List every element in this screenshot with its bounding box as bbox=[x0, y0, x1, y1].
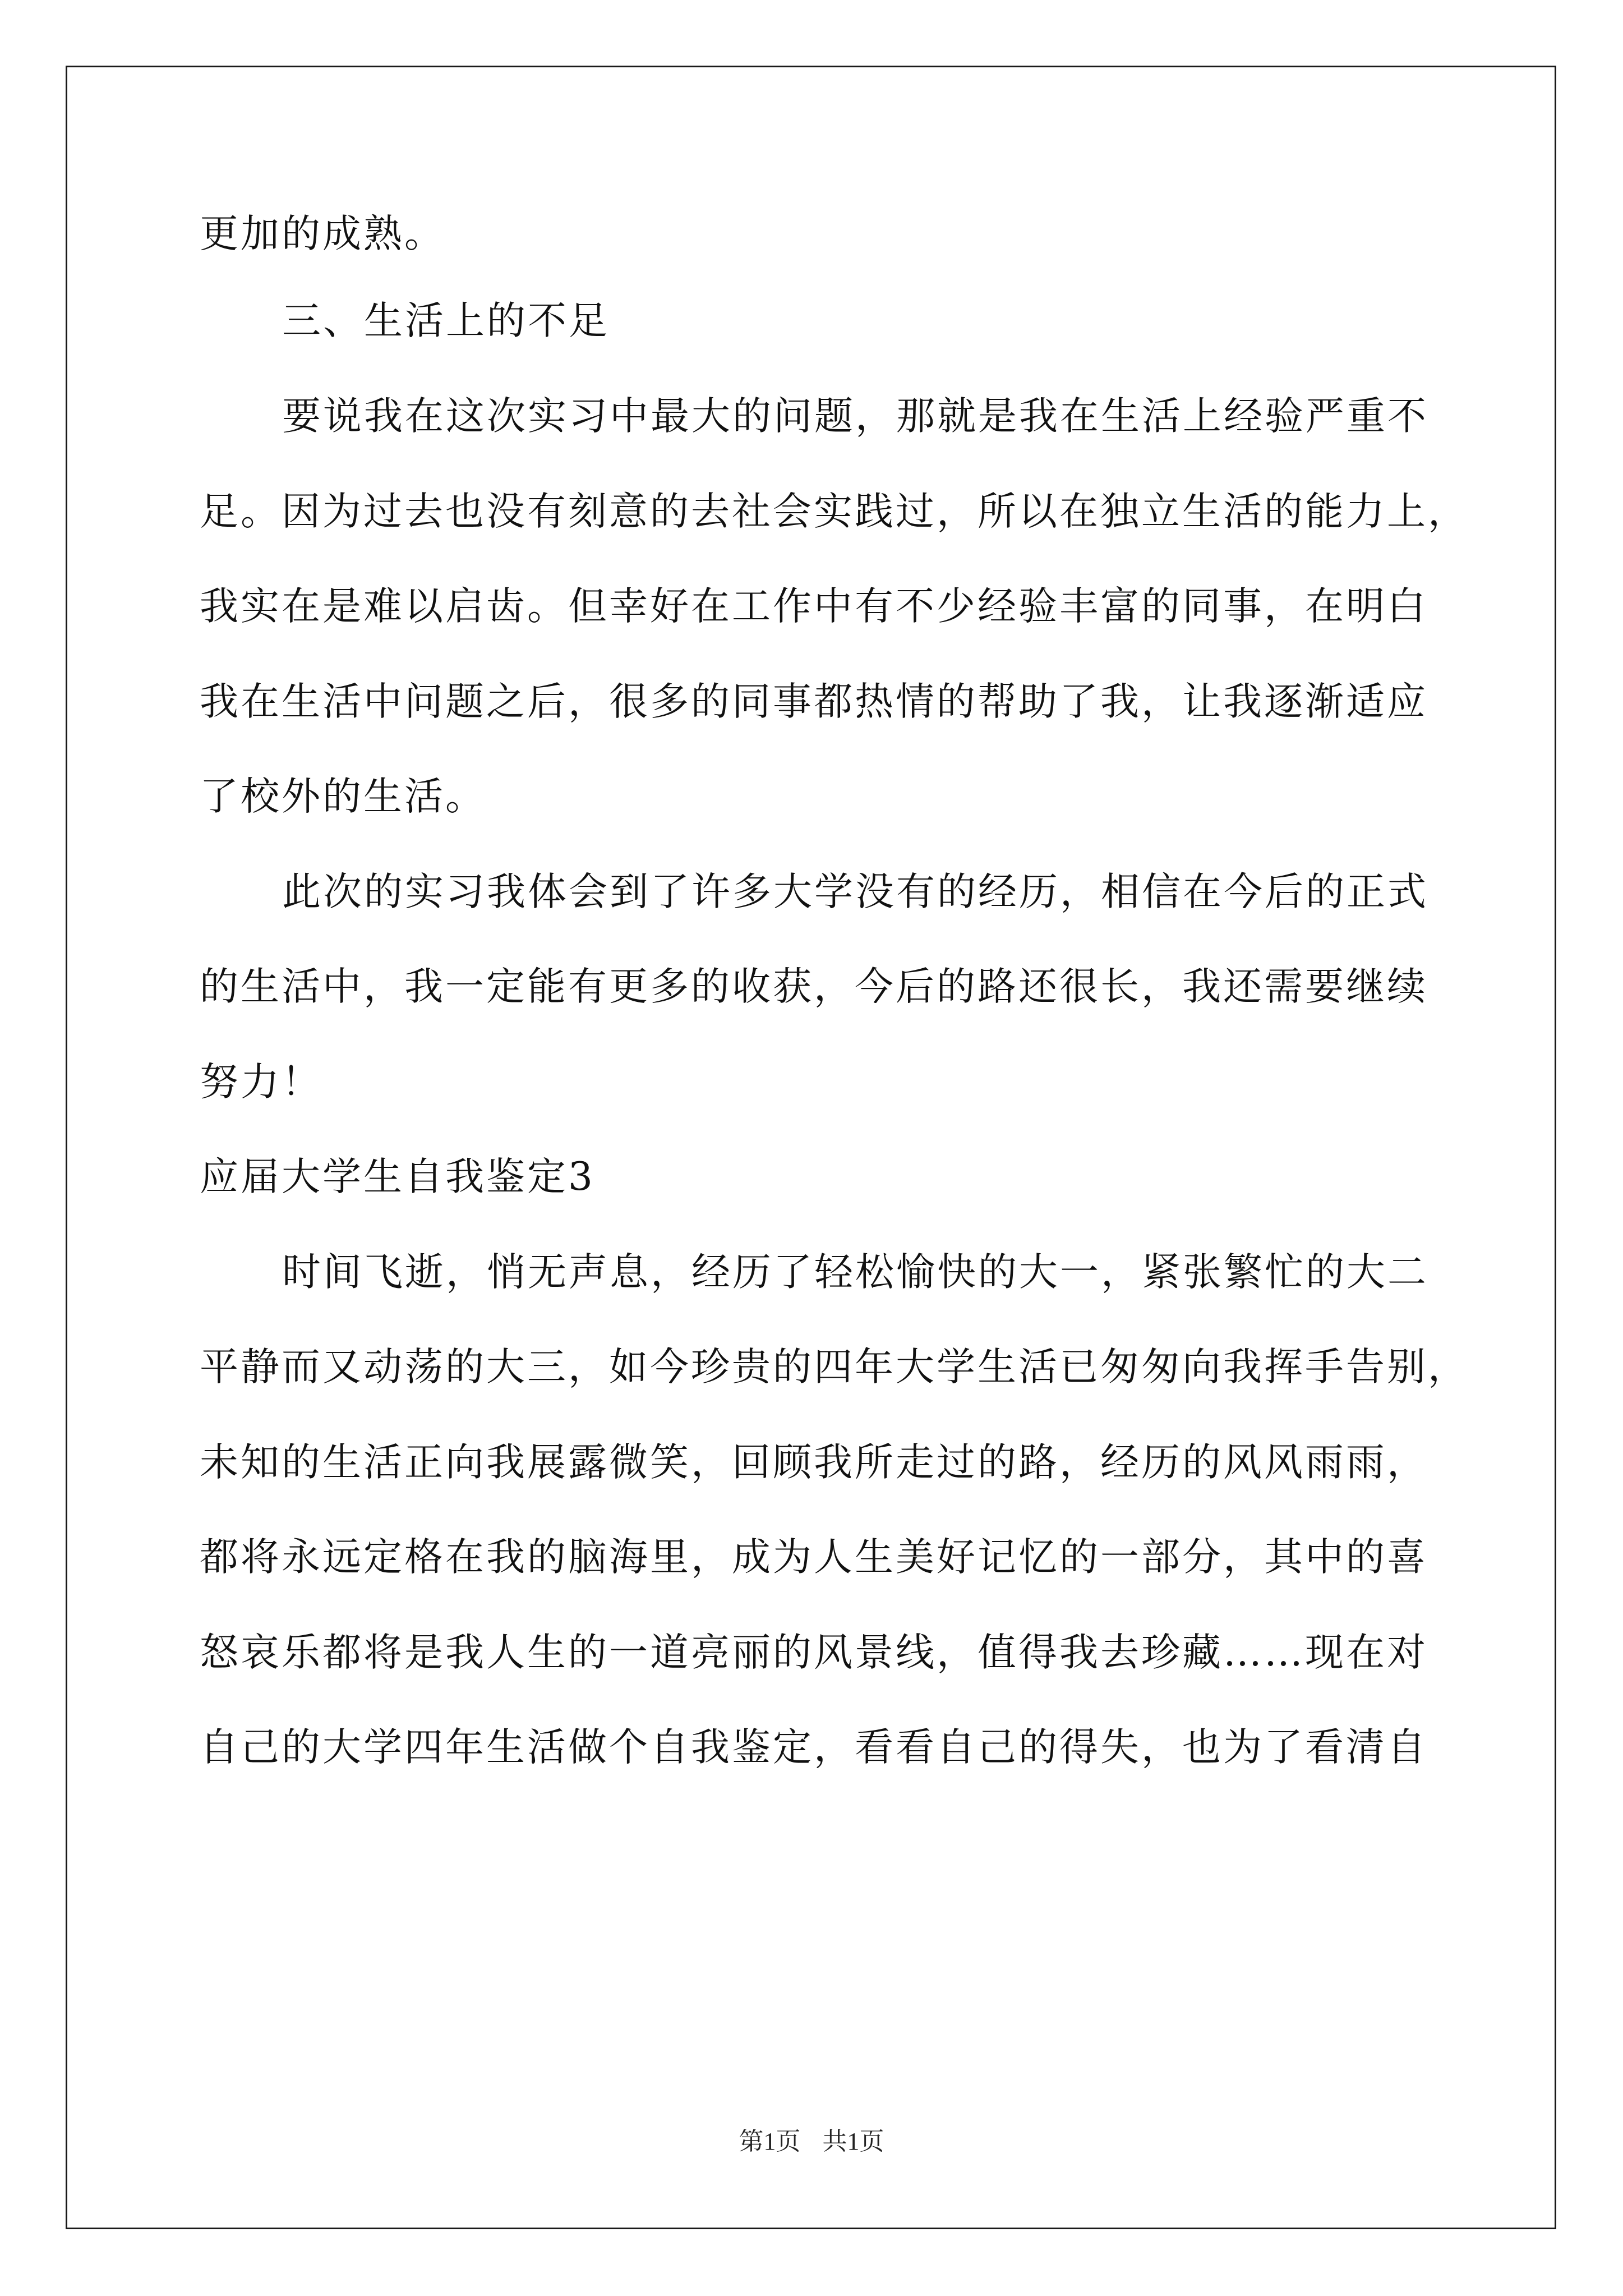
page-border bbox=[66, 66, 1556, 2229]
paragraph-line: 更加的成熟。 bbox=[200, 211, 445, 256]
paragraph-line: 自己的大学四年生活做个自我鉴定，看看自己的得失，也为了看清自 bbox=[200, 1725, 1428, 1770]
paragraph-line: 未知的生活正向我展露微笑，回顾我所走过的路，经历的风风雨雨， bbox=[200, 1440, 1428, 1485]
paragraph-line: 我在生活中问题之后，很多的同事都热情的帮助了我，让我逐渐适应 bbox=[200, 679, 1428, 724]
paragraph-line: 足。因为过去也没有刻意的去社会实践过，所以在独立生活的能力上， bbox=[200, 489, 1469, 534]
page-total: 共1页 bbox=[822, 2128, 884, 2155]
paragraph-line: 了校外的生活。 bbox=[200, 774, 486, 819]
paragraph-line: 我实在是难以启齿。但幸好在工作中有不少经验丰富的同事，在明白 bbox=[200, 584, 1428, 629]
section-title: 应届大学生自我鉴定3 bbox=[200, 1154, 595, 1199]
paragraph-line: 努力！ bbox=[200, 1060, 322, 1105]
paragraph-line: 要说我在这次实习中最大的问题，那就是我在生活上经验严重不 bbox=[282, 394, 1428, 439]
paragraph-line: 平静而又动荡的大三，如今珍贵的四年大学生活已匆匆向我挥手告别， bbox=[200, 1345, 1469, 1389]
section-heading: 三、生活上的不足 bbox=[282, 298, 610, 343]
paragraph-line: 怒哀乐都将是我人生的一道亮丽的风景线，值得我去珍藏……现在对 bbox=[200, 1630, 1428, 1675]
paragraph-line: 都将永远定格在我的脑海里，成为人生美好记忆的一部分，其中的喜 bbox=[200, 1535, 1428, 1580]
page-footer bbox=[0, 2125, 1623, 2159]
paragraph-line: 此次的实习我体会到了许多大学没有的经历，相信在今后的正式 bbox=[282, 869, 1428, 914]
page-number: 第1页 bbox=[739, 2128, 801, 2155]
paragraph-line: 的生活中，我一定能有更多的收获，今后的路还很长，我还需要继续 bbox=[200, 964, 1428, 1009]
paragraph-line: 时间飞逝，悄无声息，经历了轻松愉快的大一，紧张繁忙的大二 bbox=[282, 1250, 1428, 1295]
